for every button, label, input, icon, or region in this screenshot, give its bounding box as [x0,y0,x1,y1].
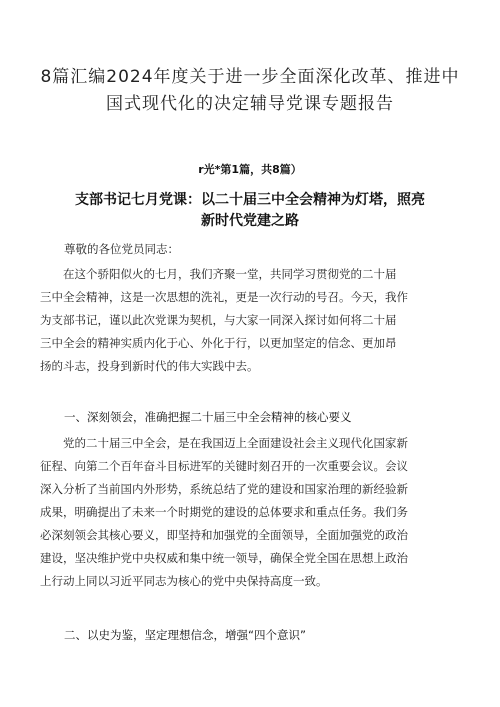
paragraph-line: 在这个骄阳似火的七月，我们齐聚一堂，共同学习贯彻党的二十届 [40,267,397,281]
document-title-line: 国式现代化的决定辅导党课专题报告 [106,94,394,114]
paragraph-line: 成果，明确提出了未来一个时期党的建设的总体要求和重点任务。我们务 [40,505,408,519]
body-paragraph-1 [40,432,460,593]
paragraph-line: 上行动上同以习近平同志为核心的党中央保持高度一致。 [40,574,328,588]
document-title-line: 8篇汇编2024年度关于进一步全面深化改革、推进中 [40,67,460,87]
section-marker: r光*第1篇，共8篇） [198,163,302,176]
paragraph-line: 三中全会的精神实质内化于心、外化于行，以更加坚定的信念、更加昂 [40,336,397,350]
paragraph-line: 深入分析了当前国内外形势，系统总结了党的建设和国家治理的新经验新 [40,482,408,496]
intro-paragraph [40,263,460,378]
document-title [30,64,470,118]
paragraph-line: 扬的斗志，投身到新时代的伟大实践中去。 [40,359,259,373]
paragraph-line: 三中全会精神，这是一次思想的洗礼，更是一次行动的号召。今天，我作 [40,290,408,304]
article-title-line: 支部书记七月党课：以二十届三中全会精神为灯塔，照亮 [75,192,425,208]
section-heading-2: 二、以史为鉴，坚定理想信念，增强“四个意识” [64,628,306,642]
salutation: 尊敬的各位党员同志： [64,242,179,256]
paragraph-line: 征程、向第二个百年奋斗目标进军的关键时刻召开的一次重要会议。会议 [40,459,408,473]
paragraph-line: 建设，坚决维护党中央权威和集中统一领导，确保全党全国在思想上政治 [40,551,408,565]
paragraph-line: 必深刻领会其核心要义，即坚持和加强党的全面领导，全面加强党的政治 [40,528,408,542]
paragraph-line: 为支部书记，谨以此次党课为契机，与大家一同深入探讨如何将二十届 [40,313,397,327]
paragraph-line: 党的二十届三中全会，是在我国迈上全面建设社会主义现代化国家新 [40,436,408,450]
section-heading-1: 一、深刻领会，准确把握二十届三中全会精神的核心要义 [64,410,352,424]
article-title-line: 新时代党建之路 [201,213,299,229]
article-title [40,190,460,232]
